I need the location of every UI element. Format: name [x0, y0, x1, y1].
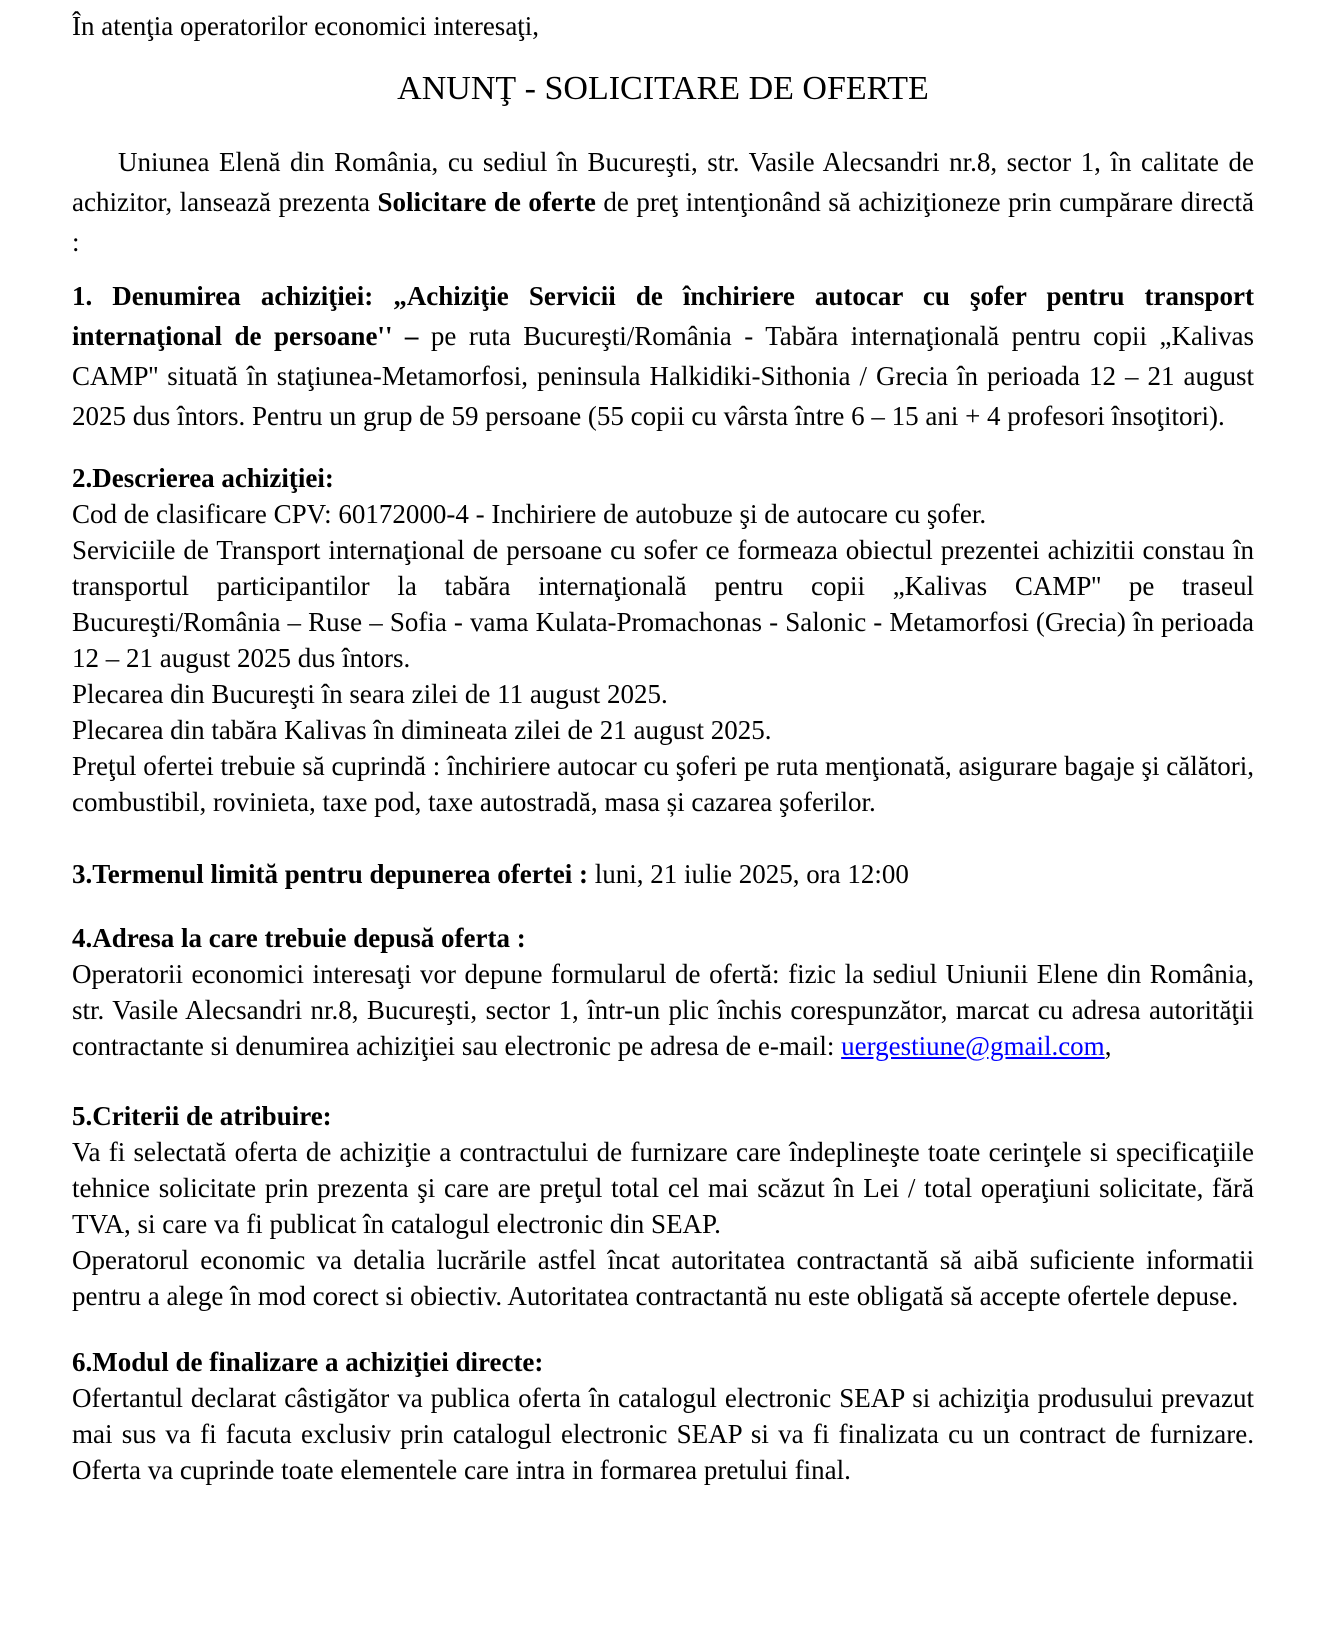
salutation: În atenţia operatorilor economici interesaţi, [72, 11, 540, 41]
section2-line-departure-kalivas: Plecarea din tabăra Kalivas în dimineata zilei de 21 august 2025. [72, 715, 772, 745]
section2-line-cpv: Cod de clasificare CPV: 60172000-4 - Inchiriere de autobuze şi de autocare cu şofer. [72, 499, 987, 529]
section6-paragraph: Ofertantul declarat câstigător va publica oferta în catalogul electronic SEAP si achiziţia produsului prevazut mai sus va fi facuta exclusiv prin catalogul electronic SEAP si va fi finalizata cu un contract de furnizare. Oferta va cuprinde toate elementele care intra in formarea pretului final. [72, 1383, 1254, 1485]
section4-text-before-email: Operatorii economici interesaţi vor depune formularul de ofertă: fizic la sediul Uniunii Elene din România, str. Vasile Alecsandri nr.8, Bucureşti, sector 1, într-un plic închis corespunzător, marcat cu adresa autorităţii contractante si denumirea achiziţiei sau electronic pe adresa de e-mail: [72, 959, 1254, 1061]
section1-text: pe ruta Bucureşti/România - Tabăra internaţională pentru copii „Kalivas CAMP'' situată în staţiunea-Metamorfosi, peninsula Halkidiki-Sithonia / Grecia în perioada 12 – 21 august 2025 dus întors. Pentru un grup de 59 persoane (55 copii cu vârsta între 6 – 15 ani + 4 profesori însoţitori). [72, 321, 1254, 431]
section6-heading: 6.Modul de finalizare a achiziţiei directe: [72, 1347, 544, 1377]
email-link[interactable]: uergestiune@gmail.com [841, 1031, 1105, 1061]
section2-paragraph-services: Serviciile de Transport internaţional de persoane cu sofer ce formeaza obiectul prezentei achizitii constau în transportul participantilor la tabăra internaţională pentru copii „Kalivas CAMP'' pe traseul Bucureşti/România – Ruse – Sofia - vama Kulata-Promachonas - Salonic - Metamorfosi (Grecia) în perioada 12 – 21 august 2025 dus întors. [72, 535, 1254, 673]
section1-paragraph [72, 276, 1254, 436]
section5 [72, 1098, 1254, 1314]
section5-paragraph-criteria: Va fi selectată oferta de achiziţie a contractului de furnizare care îndeplineşte toate cerinţele si specificaţiile tehnice solicitate prin prezenta şi care are preţul total cel mai scăzut în Lei / total operaţiuni solicitate, fără TVA, si care va fi publicat în catalogul electronic din SEAP. [72, 1137, 1254, 1239]
section2-heading: 2.Descrierea achiziţiei: [72, 463, 334, 493]
section3-heading-inline: 3.Termenul limită pentru depunerea ofertei : [72, 859, 595, 889]
intro-text-after-bold: de preţ intenţionând să achiziţioneze prin cumpărare directă : [72, 187, 1254, 257]
intro-bold-phrase: Solicitare de oferte [377, 187, 596, 217]
section2 [72, 460, 1254, 820]
section2-paragraph-price: Preţul ofertei trebuie să cuprindă : închiriere autocar cu şoferi pe ruta menţionată, asigurare bagaje şi călători, combustibil, rovinieta, taxe pod, taxe autostradă, masa și cazarea şoferilor. [72, 751, 1254, 817]
intro-paragraph [72, 142, 1254, 262]
section5-paragraph-operator: Operatorul economic va detalia lucrările astfel încat autoritatea contractantă să aibă suficiente informatii pentru a alege în mod corect si obiectiv. Autoritatea contractantă nu este obligată să accepte ofertele depuse. [72, 1245, 1254, 1311]
intro-text-before-bold: Uniunea Elenă din România, cu sediul în Bucureşti, str. Vasile Alecsandri nr.8, sector 1, în calitate de achizitor, lansează prezenta [72, 147, 1254, 217]
section3-line [72, 856, 1254, 892]
document-title: ANUNŢ - SOLICITARE DE OFERTE [397, 70, 929, 107]
section4-heading: 4.Adresa la care trebuie depusă oferta : [72, 923, 526, 953]
section4-paragraph [72, 956, 1254, 1064]
section6 [72, 1344, 1254, 1488]
section1-heading-inline: 1. Denumirea achiziţiei: „Achiziţie Servicii de închiriere autocar cu şofer pentru transport internaţional de persoane'' – [72, 281, 1254, 351]
section5-heading: 5.Criterii de atribuire: [72, 1101, 332, 1131]
section3-deadline-text: luni, 21 iulie 2025, ora 12:00 [594, 859, 909, 889]
section4-text-after-email: , [1104, 1031, 1112, 1061]
section2-line-departure-bucuresti: Plecarea din Bucureşti în seara zilei de 11 august 2025. [72, 679, 668, 709]
section4 [72, 920, 1254, 1064]
